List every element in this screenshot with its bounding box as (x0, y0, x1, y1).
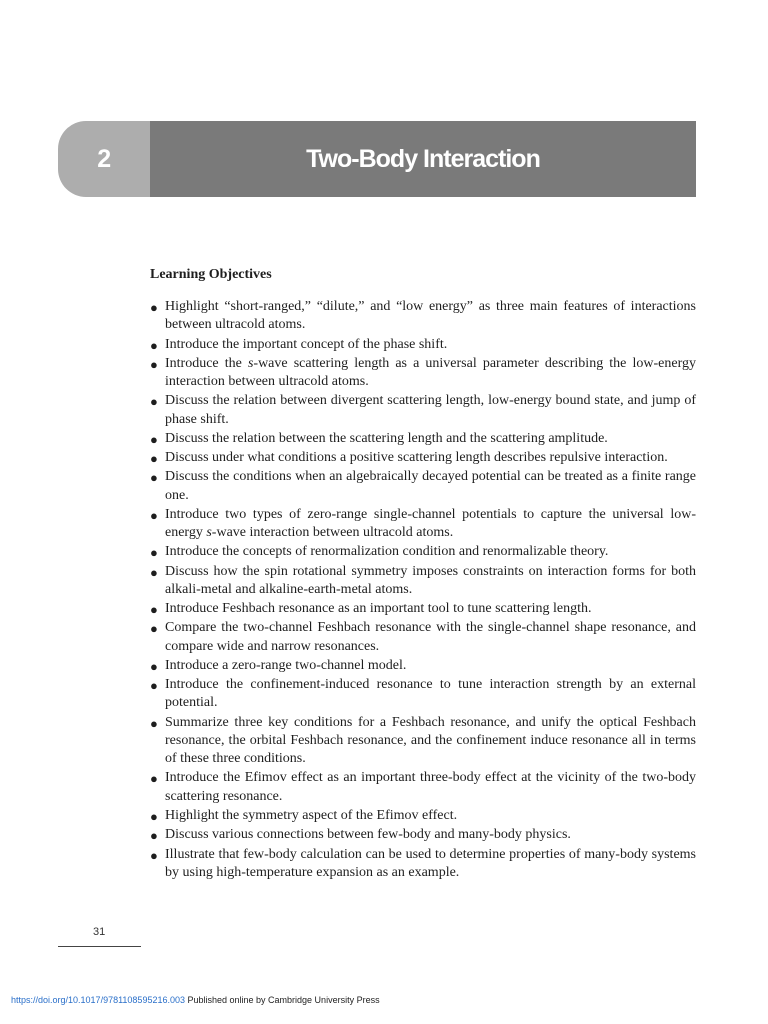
section-heading: Learning Objectives (150, 267, 272, 282)
objective-item (150, 430, 696, 448)
objective-text: Introduce the concepts of renormalization condition and renormalizable theory. (165, 544, 609, 560)
objective-item (150, 468, 696, 504)
objective-text: Summarize three key conditions for a Feshbach resonance, and unify the optical Feshbach resonance, the orbital Feshbach resonance, and the confinement induce resonance all in terms of these three conditions. (165, 714, 696, 767)
objective-text: Introduce the Efimov effect as an important three-body effect at the vicinity of the two-body scattering resonance. (165, 770, 696, 804)
bullet-icon: ● (150, 470, 158, 486)
objective-item (150, 657, 696, 675)
bullet-icon: ● (150, 678, 158, 694)
objective-text: Discuss the relation between divergent scattering length, low-energy bound state, and jump of phase shift. (165, 393, 696, 427)
objective-text: Discuss various connections between few-body and many-body physics. (165, 827, 571, 843)
objective-item (150, 807, 696, 825)
objective-item (150, 392, 696, 428)
objective-text: Highlight the symmetry aspect of the Efimov effect. (165, 807, 458, 823)
objective-text: Introduce a zero-range two-channel model. (165, 657, 407, 673)
objective-text: Introduce the important concept of the phase shift. (165, 336, 448, 352)
objective-item (150, 714, 696, 769)
published-text: Published online by Cambridge University Press (184, 995, 380, 1005)
bullet-icon: ● (150, 394, 158, 410)
objective-item (150, 336, 696, 354)
bullet-icon: ● (150, 847, 158, 863)
objective-text: Discuss the relation between the scattering length and the scattering amplitude. (165, 430, 608, 446)
objective-item (150, 449, 696, 467)
bullet-icon: ● (150, 602, 158, 618)
bullet-icon: ● (150, 715, 158, 731)
objective-item (150, 355, 696, 391)
bullet-icon: ● (150, 808, 158, 824)
objective-item (150, 769, 696, 805)
bullet-icon: ● (150, 658, 158, 674)
bullet-icon: ● (150, 451, 158, 467)
objective-item (150, 676, 696, 712)
objective-text: Illustrate that few-body calculation can be used to determine properties of many-body systems by using high-temperature expansion as an example. (165, 846, 696, 880)
objective-text: Introduce Feshbach resonance as an important tool to tune scattering length. (165, 601, 592, 617)
objectives-list (150, 298, 696, 883)
footer (11, 995, 380, 1005)
objective-text: Introduce the s-wave scattering length as a universal parameter describing the low-energy interaction between ultracold atoms. (165, 355, 697, 389)
objective-item (150, 506, 696, 542)
bullet-icon: ● (150, 564, 158, 580)
objective-item (150, 619, 696, 655)
bullet-icon: ● (150, 621, 158, 637)
chapter-banner (58, 121, 696, 197)
objective-text: Discuss the conditions when an algebraically decayed potential can be treated as a finite range one. (165, 469, 696, 503)
objective-text: Compare the two-channel Feshbach resonance with the single-channel shape resonance, and compare wide and narrow resonances. (165, 620, 696, 654)
page-number: 31 (93, 926, 106, 938)
chapter-title: Two-Body Interaction (306, 144, 540, 173)
objective-text: Discuss how the spin rotational symmetry imposes constraints on interaction forms for both alkali-metal and alkaline-earth-metal atoms. (165, 563, 696, 597)
chapter-number: 2 (97, 144, 111, 173)
objective-item (150, 543, 696, 561)
objective-item (150, 600, 696, 618)
bullet-icon: ● (150, 337, 158, 353)
bullet-icon: ● (150, 828, 158, 844)
objective-text: Highlight “short-ranged,” “dilute,” and “low energy” as three main features of interactions between ultracold atoms. (165, 299, 696, 333)
bullet-icon: ● (150, 771, 158, 787)
bullet-icon: ● (150, 356, 158, 372)
chapter-title-bar (150, 121, 696, 197)
objective-text: Introduce two types of zero-range single-channel potentials to capture the universal low-energy s-wave interaction between ultracold atoms. (165, 506, 696, 541)
objective-item (150, 563, 696, 599)
objective-item (150, 846, 696, 882)
page-number-rule (58, 946, 141, 947)
bullet-icon: ● (150, 545, 158, 561)
objective-text: Discuss under what conditions a positive scattering length describes repulsive interaction. (165, 450, 668, 466)
objective-item (150, 826, 696, 844)
bullet-icon: ● (150, 300, 158, 315)
objective-text: Introduce the confinement-induced resonance to tune interaction strength by an external potential. (165, 677, 696, 711)
bullet-icon: ● (150, 507, 158, 523)
doi-link[interactable]: https://doi.org/10.1017/9781108595216.003 (11, 995, 185, 1005)
chapter-number-tab (58, 121, 150, 197)
objective-item (150, 298, 696, 334)
bullet-icon: ● (150, 431, 158, 447)
